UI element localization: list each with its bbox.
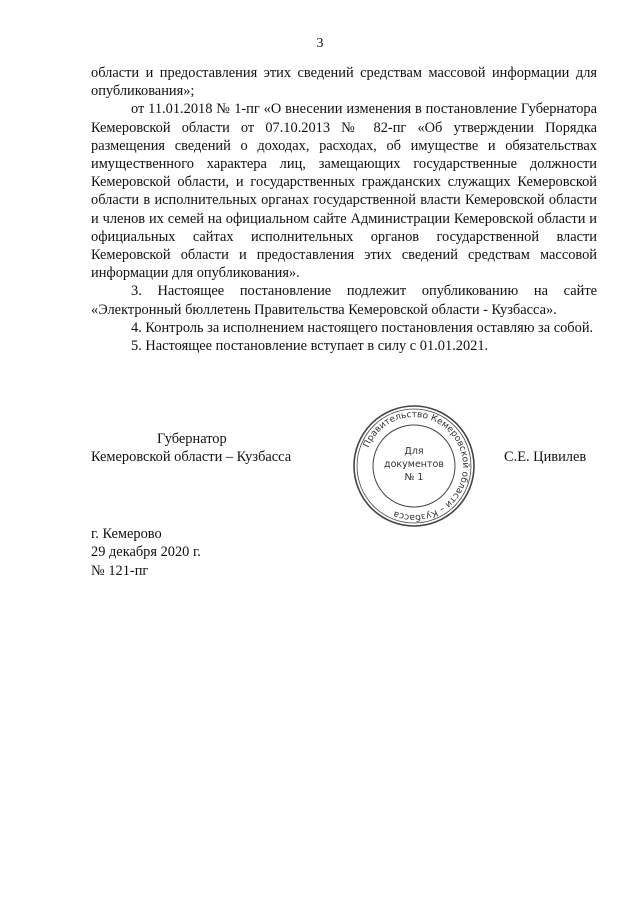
place-date-block — [91, 525, 201, 580]
signature-name: С.Е. Цивилев — [504, 449, 587, 465]
official-stamp — [352, 404, 476, 528]
paragraph-continuation: области и предоставления этих сведений средствам массовой информации для опубликования»; — [91, 65, 597, 100]
paragraph-amendment-2018: от 11.01.2018 № 1-пг «О внесении изменения в постановление Губернатора Кемеровской области от 07.10.2013 № 82-пг «Об утверждении Порядка размещения сведений о доходах, расходах, об имуществе и обязательствах имущественного характера лиц, замещающих государственные должности Кемеровской области, и государственных гражданских служащих Кемеровской области в исполнительных органах государственной власти Кемеровской области и членов их семей на официальном сайте Администрации Кемеровской области и официальных сайтах исполнительных органов государственной власти Кемеровской области и предоставления этих сведений средствам массовой информации для опубликования». — [91, 101, 597, 282]
document-number: № 121-пг — [91, 562, 149, 579]
signature-title: Губернатор — [157, 431, 227, 447]
document-date: 29 декабря 2020 г. — [91, 544, 201, 561]
signature-region: Кемеровской области – Кузбасса — [91, 449, 292, 465]
paragraph-item-3: 3. Настоящее постановление подлежит опубликованию на сайте «Электронный бюллетень Правительства Кемеровской области - Кузбасса». — [91, 283, 597, 318]
stamp-line-3: № 1 — [404, 472, 424, 483]
stamp-line-2: документов — [384, 459, 444, 470]
document-body — [91, 64, 597, 355]
paragraph-item-5: 5. Настоящее постановление вступает в силу с 01.01.2021. — [131, 338, 489, 355]
paragraph-item-4: 4. Контроль за исполнением настоящего постановления оставляю за собой. — [131, 319, 594, 336]
stamp-ring-text: Правительство Кемеровской области – Кузбасса — [361, 409, 471, 523]
city: г. Кемерово — [91, 526, 162, 542]
stamp-line-1: Для — [404, 446, 424, 457]
page-number: 3 — [316, 36, 324, 51]
